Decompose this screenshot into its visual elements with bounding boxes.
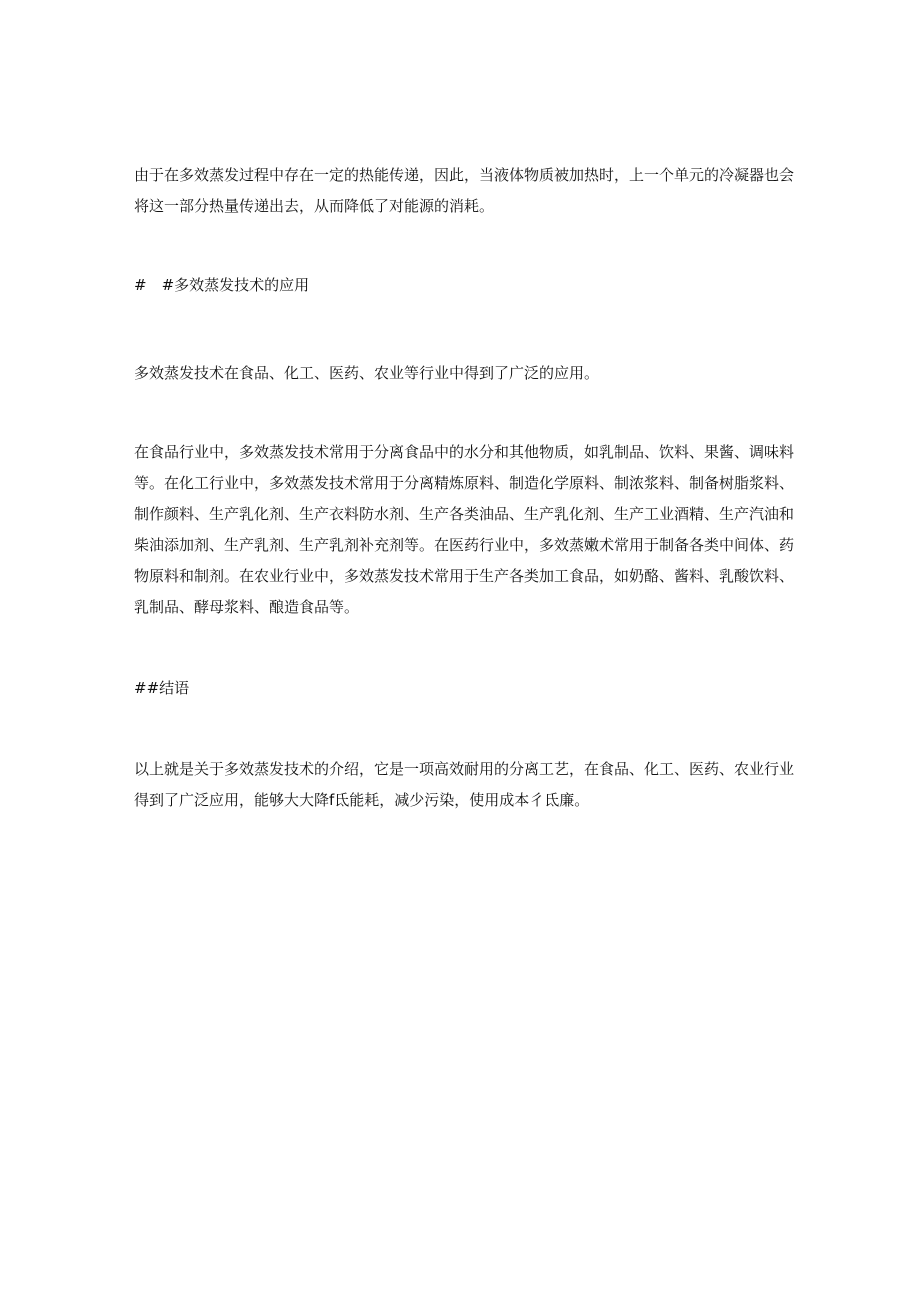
section-heading-conclusion: ##结语 — [134, 679, 190, 697]
section-heading-application: # #多效蒸发技术的应用 — [134, 276, 310, 294]
paragraph-conclusion: 以上就是关于多效蒸发技术的介绍，它是一项高效耐用的分离工艺，在食品、化工、医药、农业行业得到了广泛应用，能够大大降f氐能耗，减少污染，使用成本彳氐廉。 — [134, 760, 795, 809]
paragraph-energy-transfer: 由于在多效蒸发过程中存在一定的热能传递，因此，当液体物质被加热时，上一个单元的冷凝器也会将这一部分热量传递出去，从而降低了对能源的消耗。 — [134, 166, 795, 215]
paragraph-application-intro: 多效蒸发技术在食品、化工、医药、农业等行业中得到了广泛的应用。 — [134, 364, 600, 382]
paragraph-industry-uses: 在食品行业中，多效蒸发技术常用于分离食品中的水分和其他物质，如乳制品、饮料、果酱、调味料等。在化工行业中，多效蒸发技术常用于分离精炼原料、制造化学原料、制浓浆料、制备树脂浆料、制作颜料、生产乳化剂、生产衣料防水剂、生产各类油品、生产乳化剂、生产工业酒精、生产汽油和柴油添加剂、生产乳剂、生产乳剂补充剂等。在医药行业中，多效蒸嫩术常用于制备各类中间体、药物原料和制剂。在农业行业中，多效蒸发技术常用于生产各类加工食品，如奶酪、酱料、乳酸饮料、乳制品、酵母浆料、酿造食品等。 — [134, 443, 795, 616]
